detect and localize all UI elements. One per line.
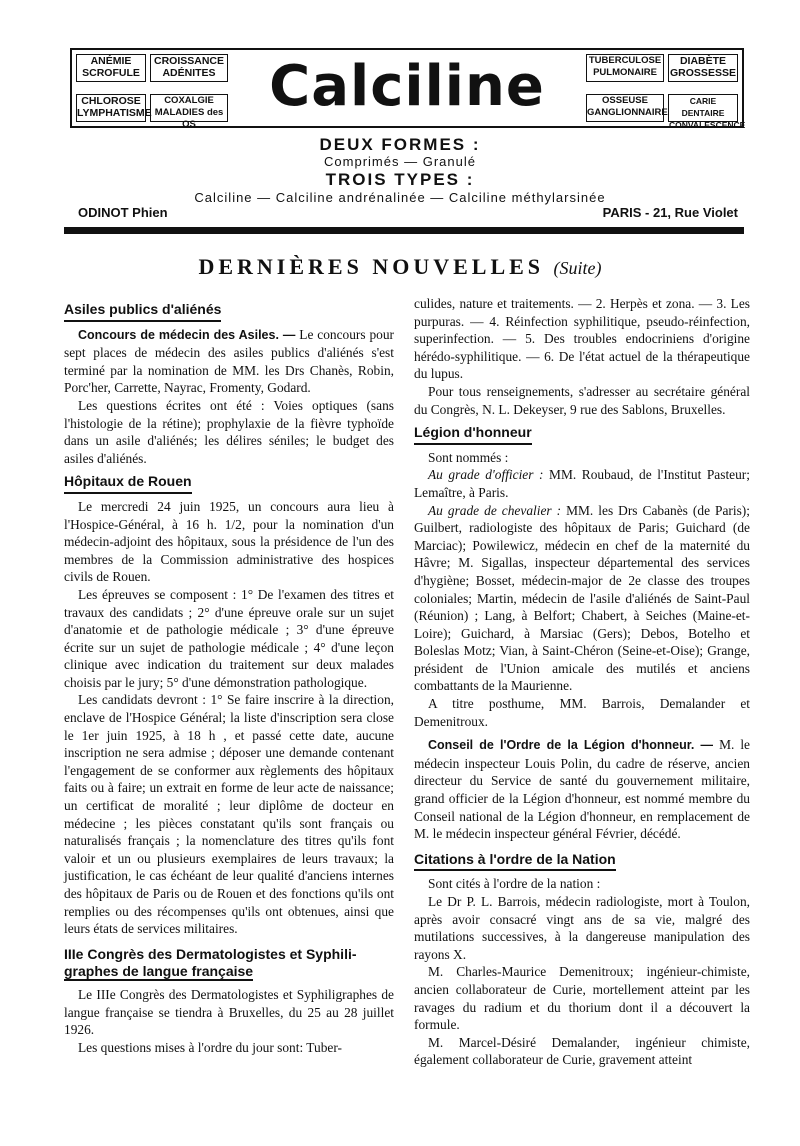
paragraph: Les épreuves se composent : 1° De l'examen des titres et travaux des candidats ; 2° d'une épreuve orale sur un sujet d'anatomie et de pathologie médicale ; 3° d'une épreuve écrite sur un sujet de pathologie médicale ; 4° d'une leçon clinique avec indication du traitement sur deux malades choisis par le jury; 5° d'une démonstration pathologique. <box>64 586 394 690</box>
section-title-rouen: Hôpitaux de Rouen <box>64 473 192 494</box>
header-rule <box>64 227 744 234</box>
lead-conseil: Conseil de l'Ordre de la Légion d'honneur. — <box>428 738 714 753</box>
manufacturer-address: PARIS - 21, Rue Violet <box>602 205 738 220</box>
heading-main: DERNIÈRES NOUVELLES <box>198 254 545 279</box>
types-line: Calciline — Calciline andrénalinée — Calciline méthylarsinée <box>194 190 606 205</box>
ad-box-line: GANGLIONNAIRE <box>587 107 668 118</box>
lead-concours: Concours de médecin des Asiles. — <box>78 327 296 342</box>
paragraph: Le mercredi 24 juin 1925, un concours aura lieu à l'Hospice-Général, à 16 h. 1/2, pour la nomination d'un médecin-adjoint des hôpitaux, sous la présidence de l'un des membres de la Commission administrative des hospices civils de Rouen. <box>64 498 394 585</box>
ad-box-diabete <box>668 54 738 82</box>
paragraph-text: MM. Roubaud, de l'Institut Pasteur; Lemaître, à Paris. <box>414 467 750 500</box>
ad-box-line: SCROFULE <box>82 67 140 79</box>
ad-box-anemie <box>76 54 146 82</box>
paragraph: M. Marcel-Désiré Demalander, ingénieur chimiste, également collaborateur de Curie, gravement atteint <box>414 1034 750 1068</box>
types-title: TROIS TYPES : <box>325 170 475 189</box>
ad-box-croissance <box>150 54 228 82</box>
ad-box-line: LYMPHATISME <box>77 107 152 119</box>
right-column <box>414 295 750 1069</box>
forms-title: DEUX FORMES : <box>319 135 481 154</box>
ad-box-carie <box>668 94 746 130</box>
paragraph: Les questions mises à l'ordre du jour sont: Tuber- <box>78 1039 342 1055</box>
ad-box-chlorose <box>76 94 152 122</box>
paragraph <box>64 326 394 397</box>
paragraph <box>414 502 750 696</box>
paragraph-text: MM. les Drs Cabanès (de Paris); Guilbert, radiologiste des hôpitaux de Paris; Guichard (de Marciac); Powilewicz, médecin en chef de la maternité du Hâvre; M. Sigallas, inspecteur départemental des services d'hygiène; Bosset, médecin-major de 2e classe des troupes coloniales; Martin, médecin de l'asile d'aliénés de Saint-Paul (Réunion) ; Lang, à Belfort; Chabert, à Seiches (Maine-et-Loire); Guichard, à Marsiac (Gers); Debos, Botelho et Boleslas Motz; Vian, à Saint-Chéron (Seine-et-Oise); Grange, président de l'Union amicale des mutilés et anciens combattants de la Maurienne. <box>414 502 750 694</box>
section-title-line: IIIe Congrès des Dermatologistes et Syphili- <box>64 945 357 962</box>
paragraph: Le Dr P. L. Barrois, médecin radiologiste, mort à Toulon, après avoir consacré vingt ans de sa vie, malgré des mutilations successives, à la dangereuse manipulation des rayons X. <box>414 894 750 962</box>
ad-box-line: CONVALESCENCE <box>669 120 746 130</box>
ad-box-line: ANÉMIE <box>90 55 132 67</box>
ad-box-line: PULMONAIRE <box>593 67 657 78</box>
paragraph: culides, nature et traitements. — 2. Herpès et zona. — 3. Les purpuras. — 4. Réinfection syphilitique, pseudo-réinfection, superinfection. — 5. Des troubles endocriniens d'origine hérédo-syphilitique. — 6. De l'état actuel de la thérapeutique du lupus. <box>414 296 750 382</box>
ad-box-line: OSSEUSE <box>602 95 648 106</box>
grade-label: Au grade d'officier : <box>428 467 544 483</box>
forms-line: Comprimés — Granulé <box>324 154 476 169</box>
ad-box-line: DIABÈTE <box>679 55 727 67</box>
ad-box-osseuse <box>586 94 668 122</box>
ad-box-line: CROISSANCE <box>153 55 224 67</box>
left-column <box>64 295 394 1056</box>
paragraph: Le IIIe Congrès des Dermatologistes et Syphiligraphes de langue française se tiendra à Bruxelles, du 25 au 28 juillet 1926. <box>64 986 394 1038</box>
ad-box-line: CARIE DENTAIRE <box>681 96 725 118</box>
paragraph: Sont nommés : <box>428 449 509 465</box>
heading-suite: (Suite) <box>553 258 602 278</box>
paragraph: A titre posthume, MM. Barrois, Demalander et Demenitroux. <box>414 696 750 729</box>
paragraph: Les candidats devront : 1° Se faire inscrire à la direction, enclave de l'Hospice Général; la liste d'inscription sera close le 1er juin 1925, à 18 h , et passé cette date, aucune inscription ne sera admise ; déposer une demande contenant l'engagement de se conformer aux règlements des hôpitaux faits ou à faire; un extrait en forme de leur acte de naissance; un certificat de moralité ; leur diplôme de docteur en médecine ; les pièces constatant qu'ils sont français ou naturalisés français ; la nomenclature des titres qu'ils font valoir et un ou plusieurs exemplaires de leurs travaux; la justification, le cas échéant de leur qualité d'anciens internes des hôpitaux de Paris ou de Rouen et des fonctions qu'ils ont remplies ou des récompenses qu'ils ont obtenues, ainsi que leurs états de services militaires. <box>64 692 394 937</box>
grade-label: Au grade de chevalier : <box>428 502 562 518</box>
paragraph: Sont cités à l'ordre de la nation : <box>428 876 601 892</box>
manufacturer-name: ODINOT Phien <box>78 205 168 220</box>
calciline-advertisement <box>70 48 744 128</box>
ad-box-line: ADÉNITES <box>162 67 216 79</box>
section-title-congres <box>64 946 394 982</box>
paragraph <box>414 736 750 843</box>
paragraph <box>414 466 750 501</box>
page-heading <box>0 254 800 280</box>
ad-box-line: GROSSESSE <box>670 67 736 79</box>
paragraph-text: Le concours pour sept places de médecin des asiles publics d'aliénés s'est terminé par la nomination de MM. les Drs Chanès, Robin, Porc'her, Carrette, Nayrac, Fromenty, Godard. <box>64 326 394 396</box>
ad-box-line: TUBERCULOSE <box>588 55 662 66</box>
paragraph: M. Charles-Maurice Demenitroux; ingénieur-chimiste, ancien collaborateur de Curie, mortellement atteint par les ravages du radium et du thorium dont il a découvert la formule. <box>414 964 750 1033</box>
paragraph: Pour tous renseignements, s'adresser au secrétaire général du Congrès, N. L. Dekeyser, 9 rue des Sablons, Bruxelles. <box>414 383 750 417</box>
section-title-legion: Légion d'honneur <box>414 424 532 445</box>
ad-box-coxalgie <box>150 94 228 130</box>
brand-name: Calciline <box>269 54 545 119</box>
paragraph: Les questions écrites ont été : Voies optiques (sans l'histologie de la rétine); prophylaxie de la fièvre typhoïde dans un asile d'aliénés; les délires séniles; le budget des asiles d'aliénés. <box>64 397 394 466</box>
ad-box-line: MALADIES des OS <box>154 107 224 130</box>
ad-box-line: COXALGIE <box>164 95 214 106</box>
ad-box-tuberculose <box>586 54 664 82</box>
section-title-citations: Citations à l'ordre de la Nation <box>414 851 616 872</box>
section-title-asiles: Asiles publics d'aliénés <box>64 301 221 322</box>
paragraph-text: M. le médecin inspecteur Louis Polin, du cadre de réserve, ancien directeur du Service de santé du gouvernement militaire, grand officier de la Légion d'honneur, est nommé membre du Conseil national de la Légion d'honneur, en remplacement de M. le médecin inspecteur général Février, décédé. <box>414 737 750 842</box>
ad-box-line: CHLOROSE <box>81 95 141 107</box>
section-title-line: graphes de langue française <box>64 963 254 980</box>
